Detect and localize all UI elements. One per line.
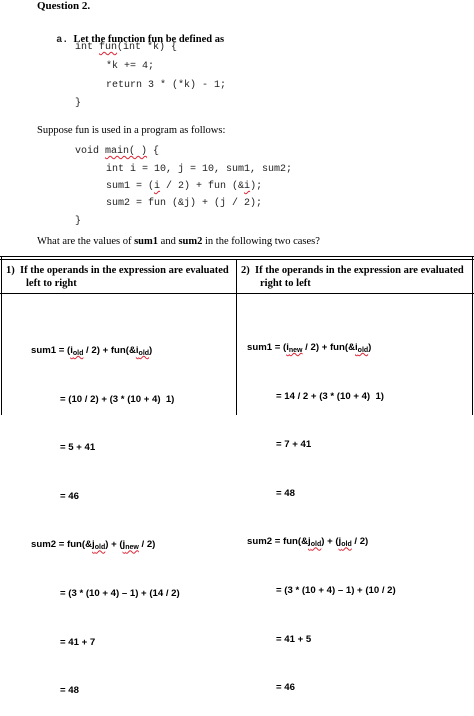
- case-2-line-7: = 41 + 5: [276, 633, 312, 645]
- case-1-header-line2: left to right: [26, 278, 77, 289]
- case-2-line-6: = (3 * (10 + 4) – 1) + (10 / 2): [276, 584, 396, 596]
- case-1-line-2: = (10 / 2) + (3 * (10 + 4) 1): [60, 393, 175, 405]
- case-1-header-line1: 1) If the operands in the expression are evaluated: [6, 265, 229, 276]
- prompt-text: What are the values of sum1 and sum2 in the following two cases?: [37, 236, 320, 247]
- case-2-evaluation: [247, 306, 396, 713]
- case-1-evaluation: [31, 309, 180, 716]
- table-left-border: [1, 256, 2, 415]
- case-2-header-line1: 2) If the operands in the expression are evaluated: [241, 265, 464, 276]
- case-2-line-1: $sum1 = (i_{new} / 2)$ + $fun(\&i_{old})$: [247, 342, 372, 354]
- part-a-text: Let the function fun be defined as: [73, 34, 225, 45]
- table-top-border: [0, 256, 474, 257]
- case-1-line-1: $sum1 = (i_{old} / 2)$ + $fun(\&i_{old})$: [31, 345, 153, 357]
- code-fun-line2: *k += 4;: [106, 61, 155, 72]
- suppose-text: Suppose fun is used in a program as follows:: [37, 125, 226, 136]
- code-main-line4: sum2 = fun (&j) + (j / 2);: [106, 198, 263, 209]
- case-1-line-8: = 48: [60, 685, 79, 697]
- case-1-line-4: = 46: [60, 490, 79, 502]
- code-main-line3: sum1 = (i / 2) + fun (&i);: [106, 181, 263, 192]
- main-identifier: main( ): [105, 146, 148, 157]
- part-a-label: a.: [56, 35, 69, 46]
- question-title: Question 2.: [37, 0, 91, 12]
- code-main-line2: int i = 10, j = 10, sum1, sum2;: [106, 164, 293, 175]
- case-2-line-8: = 46: [276, 682, 295, 694]
- code-fun-line1: int fun(int *k) {: [75, 42, 178, 53]
- case-1-line-3: = 5 + 41: [60, 442, 96, 454]
- case-2-line-3: = 7 + 41: [276, 439, 312, 451]
- case-1-line-5: $sum2 = fun(\&j_{old}) + (j_{new} / 2)$: [31, 539, 156, 552]
- case-2-header-line2: right to left: [260, 278, 311, 289]
- table-middle-divider: [236, 259, 237, 415]
- code-fun-line4: }: [75, 98, 82, 109]
- table-top-border-inner: [0, 259, 474, 260]
- fun-identifier: fun: [99, 42, 118, 53]
- code-main-line1: void main( ) {: [75, 146, 160, 157]
- case-2-line-5: $sum2 = fun(\&j_{old}) + (j_{old} / 2)$: [247, 536, 369, 549]
- case-1-line-6: = (3 * (10 + 4) – 1) + (14 / 2): [60, 587, 180, 599]
- code-main-line5: }: [75, 216, 82, 227]
- table-header-divider: [0, 293, 474, 294]
- case-2-line-2: = 14 / 2 + (3 * (10 + 4) 1): [276, 390, 384, 402]
- case-2-line-4: = 48: [276, 487, 295, 499]
- code-fun-line3: return 3 * (*k) - 1;: [106, 80, 227, 91]
- case-1-line-7: = 41 + 7: [60, 636, 96, 648]
- table-right-border: [472, 256, 473, 415]
